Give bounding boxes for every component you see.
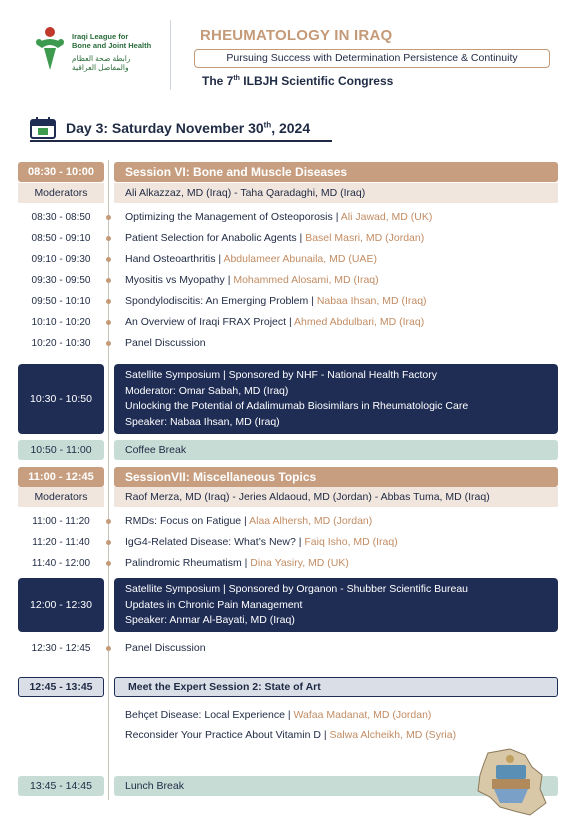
subtitle-box: Pursuing Success with Determination Persistence & Continuity <box>194 49 550 68</box>
timeline-dot <box>106 341 111 346</box>
day-underline <box>30 140 332 142</box>
talk-time: 10:20 - 10:30 <box>31 338 91 349</box>
talk-item: Hand Osteoarthritis | Abdulameer Abunaila, MD (UAE) <box>125 253 377 265</box>
symposium-line: Moderator: Omar Sabah, MD (Iraq) <box>125 384 289 397</box>
timeline-dot <box>106 320 111 325</box>
moderators-label: Moderators <box>18 487 104 507</box>
talk-time: 11:20 - 11:40 <box>32 537 90 548</box>
expert-talk: Behçet Disease: Local Experience | Wafaa Madanat, MD (Jordan) <box>125 709 432 721</box>
talk-time: 09:50 - 10:10 <box>31 296 91 307</box>
timeline-dot <box>106 257 111 262</box>
calendar-icon <box>30 117 56 139</box>
session-title: Session VI: Bone and Muscle Diseases <box>114 162 558 182</box>
timeline-dot <box>106 561 111 566</box>
logo-line: Iraqi League for <box>72 32 129 41</box>
header-divider <box>170 20 171 90</box>
talk-time: 11:40 - 12:00 <box>31 558 91 569</box>
symposium-time: 12:00 - 12:30 <box>18 578 104 632</box>
timeline-dot <box>106 299 111 304</box>
talk-time: 12:30 - 12:45 <box>31 643 91 654</box>
panel-discussion: Panel Discussion <box>125 337 206 349</box>
expert-talk: Reconsider Your Practice About Vitamin D | Salwa Alcheikh, MD (Syria) <box>125 729 457 741</box>
panel-discussion: Panel Discussion <box>125 642 206 654</box>
symposium-box <box>114 578 558 632</box>
talk-item: Spondylodiscitis: An Emerging Problem | Nabaa Ihsan, MD (Iraq) <box>125 295 427 307</box>
timeline-dot <box>106 236 111 241</box>
timeline-dot <box>106 540 111 545</box>
symposium-line: Satellite Symposium | Sponsored by NHF - National Health Factory <box>125 369 438 381</box>
talk-time: 08:50 - 09:10 <box>31 233 91 244</box>
day-heading: Day 3: Saturday November 30th, 2024 <box>66 120 311 136</box>
coffee-time: 10:50 - 11:00 <box>18 440 104 460</box>
logo-line: Bone and Joint Health <box>72 41 152 50</box>
symposium-line: Satellite Symposium | Sponsored by Organon - Shubber Scientific Bureau <box>125 583 468 595</box>
talk-time: 09:30 - 09:50 <box>31 275 91 286</box>
symposium-line: Speaker: Anmar Al-Bayati, MD (Iraq) <box>125 614 295 627</box>
talk-item: RMDs: Focus on Fatigue | Alaa Alhersh, MD (Jordan) <box>125 515 373 527</box>
talk-time: 08:30 - 08:50 <box>31 212 91 223</box>
talk-time: 10:10 - 10:20 <box>31 317 91 328</box>
page-title: RHEUMATOLOGY IN IRAQ <box>200 27 393 44</box>
talk-item: Myositis vs Myopathy | Mohammed Alosami, MD (Iraq) <box>125 274 379 286</box>
talk-time: 11:00 - 11:20 <box>32 516 90 527</box>
talk-time: 09:10 - 09:30 <box>31 254 91 265</box>
session-title: SessionVII: Miscellaneous Topics <box>114 467 558 487</box>
moderators-names: Ali Alkazzaz, MD (Iraq) - Taha Qaradaghi, MD (Iraq) <box>114 183 558 203</box>
symposium-line: Updates in Chronic Pain Management <box>125 598 303 611</box>
logo-figure-icon <box>32 24 68 74</box>
symposium-line: Unlocking the Potential of Adalimumab Biosimilars in Rheumatologic Care <box>125 400 469 413</box>
league-logo <box>32 24 172 84</box>
symposium-time: 10:30 - 10:50 <box>18 364 104 434</box>
talk-item: Palindromic Rheumatism | Dina Yasiry, MD (UK) <box>125 557 349 569</box>
moderators-names: Raof Merza, MD (Iraq) - Jeries Aldaoud, MD (Jordan) - Abbas Tuma, MD (Iraq) <box>114 487 558 507</box>
timeline-dot <box>106 215 111 220</box>
logo-arabic-line: رابطة صحة العظام <box>72 54 131 63</box>
iraq-map-icon <box>470 745 550 820</box>
timeline-line <box>108 160 109 800</box>
expert-time: 12:45 - 13:45 <box>18 677 104 697</box>
congress-title: The 7th ILBJH Scientific Congress <box>202 74 394 88</box>
timeline-dot <box>106 278 111 283</box>
coffee-break: Coffee Break <box>114 440 558 460</box>
timeline-dot <box>106 646 111 651</box>
lunch-break: Lunch Break <box>114 776 558 796</box>
lunch-time: 13:45 - 14:45 <box>18 776 104 796</box>
moderators-label: Moderators <box>18 183 104 203</box>
talk-item: Patient Selection for Anabolic Agents | Basel Masri, MD (Jordan) <box>125 232 425 244</box>
session-time: 08:30 - 10:00 <box>18 162 104 182</box>
symposium-box <box>114 364 558 434</box>
timeline-dot <box>106 519 111 524</box>
session-time: 11:00 - 12:45 <box>18 467 104 487</box>
talk-item: An Overview of Iraqi FRAX Project | Ahmed Abdulbari, MD (Iraq) <box>125 316 425 328</box>
logo-arabic-line: والمفاصل العراقية <box>72 63 129 72</box>
talk-item: IgG4-Related Disease: What’s New? | Faiq Isho, MD (Iraq) <box>125 536 398 548</box>
talk-item: Optimizing the Management of Osteoporosis | Ali Jawad, MD (UK) <box>125 211 433 223</box>
expert-title: Meet the Expert Session 2: State of Art <box>114 677 558 697</box>
symposium-line: Speaker: Nabaa Ihsan, MD (Iraq) <box>125 415 280 428</box>
